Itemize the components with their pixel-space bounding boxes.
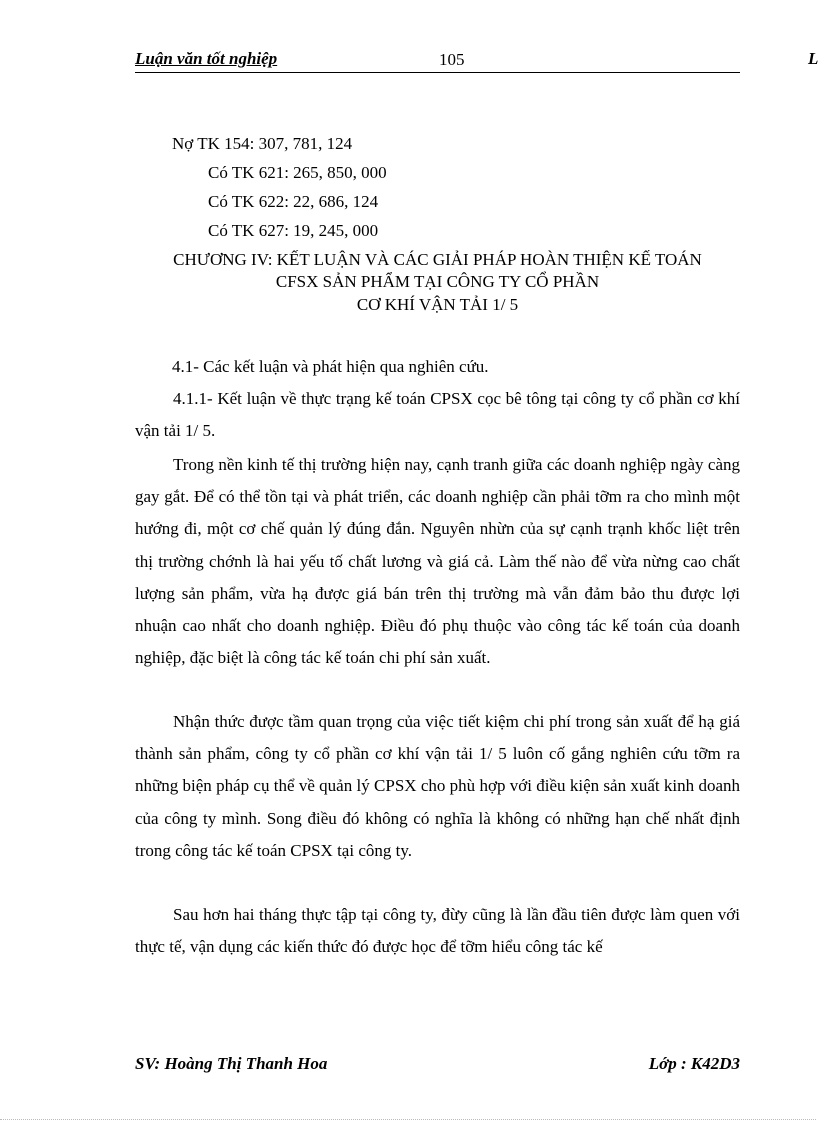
paragraph-3: Sau hơn hai tháng thực tập tại công ty, đừy cũng là lần đầu tiên được làm quen với thực tế, vận dụng các kiến thức đó được học để tỡm hiểu công tác kế — [135, 905, 740, 957]
page-header — [135, 48, 740, 73]
page-footer — [135, 1054, 740, 1078]
chapter-title-line-1: CHƯƠNG IV: KẾT LUẬN VÀ CÁC GIẢI PHÁP HOÀN THIỆN KẾ TOÁN — [173, 250, 702, 269]
ledger-entry-debit: Nợ TK 154: 307, 781, 124 — [172, 134, 353, 153]
section-heading-4-1-1: 4.1.1- Kết luận về thực trạng kế toán CPSX cọc bê tông tại công ty cổ phần cơ khí vận tải 1/ 5. — [135, 389, 740, 441]
header-right-fragment: L — [808, 49, 818, 68]
paragraph-1: Trong nền kinh tế thị trường hiện nay, cạnh tranh giữa các doanh nghiệp ngày càng gay gắt. Để có thể tồn tại và phát triển, các doanh nghiệp cần phải tỡm ra cho mình một hướng đi, một cơ chế quản lý đúng đắn. Nguyên nhừn của sự cạnh trạnh khốc liệt trên thị trường chớnh là hai yếu tố chất lương và giá cả. Làm thế nào để vừa nừng cao chất lượng sản phẩm, vừa hạ được giá bán trên thị trường mà vẫn đảm bảo thu được lợi nhuận cao nhất cho doanh nghiệp. Điều đó phụ thuộc vào công tác kế toán của doanh nghiệp, đặc biệt là công tác kế toán chi phí sản xuất. — [135, 455, 740, 668]
ledger-entry-credit-621: Có TK 621: 265, 850, 000 — [208, 163, 387, 182]
ledger-entry-credit-627: Có TK 627: 19, 245, 000 — [208, 221, 379, 240]
footer-student: SV: Hoàng Thị Thanh Hoa — [135, 1054, 328, 1073]
chapter-title-line-2: CFSX SẢN PHẨM TẠI CÔNG TY CỔ PHẦN — [275, 272, 600, 291]
section-heading-4-1: 4.1- Các kết luận và phát hiện qua nghiên cứu. — [172, 357, 489, 376]
page-number: 105 — [439, 50, 465, 69]
header-title: Luận văn tốt nghiệp — [135, 49, 278, 68]
paragraph-2: Nhận thức được tầm quan trọng của việc tiết kiệm chi phí trong sản xuất để hạ giá thành sản phẩm, công ty cổ phần cơ khí vận tải 1/ 5 luôn cố gắng nghiên cứu tỡm ra những biện pháp cụ thể về quản lý CPSX cho phù hợp với điều kiện sản xuất kinh doanh của công ty mình. Song điều đó không có nghĩa là không có những hạn chế nhất định trong công tác kế toán CPSX tại công ty. — [135, 712, 740, 860]
page-edge-divider — [0, 1119, 816, 1120]
footer-class: Lớp : K42D3 — [648, 1054, 740, 1073]
ledger-entry-credit-622: Có TK 622: 22, 686, 124 — [208, 192, 379, 211]
chapter-title-line-3: CƠ KHÍ VẬN TẢI 1/ 5 — [356, 295, 519, 314]
